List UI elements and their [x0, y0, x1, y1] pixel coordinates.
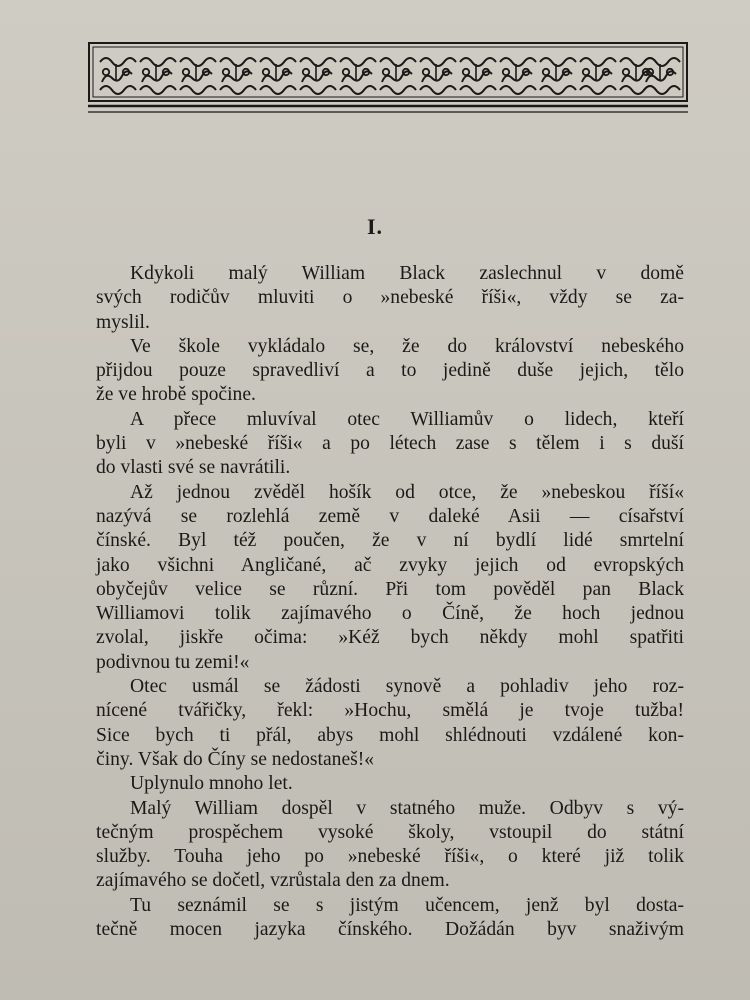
- text-line: činy. Však do Číny se nedostaneš!«: [96, 748, 375, 770]
- text-line: služby. Touha jeho po »nebeské říši«, o které již tolik: [96, 846, 684, 868]
- text-line: A přece mluvíval otec Williamův o lidech, kteří: [130, 408, 684, 430]
- body-text: [96, 262, 684, 942]
- text-line: Williamovi tolik zajímavého o Číně, že hoch jednou: [96, 603, 684, 625]
- text-line: tečně mocen jazyka čínského. Dožádán byv snaživým: [96, 919, 684, 941]
- text-line: tečným prospěchem vysoké školy, vstoupil do státní: [96, 821, 684, 843]
- text-line: Kdykoli malý William Black zaslechnul v domě: [130, 263, 684, 284]
- text-line: Malý William dospěl v statného muže. Odbyv s vý-: [130, 797, 684, 819]
- text-line: Až jednou zvěděl hošík od otce, že »nebeskou říší«: [130, 481, 684, 503]
- text-line: jako všichni Angličané, ač zvyky jejich od evropských: [96, 554, 684, 576]
- text-line: obyčejův velice se různí. Při tom pověděl pan Black: [96, 578, 684, 600]
- text-line: myslil.: [96, 311, 150, 333]
- text-line: Otec usmál se žádosti synově a pohladiv jeho roz-: [130, 676, 684, 698]
- text-line: nazývá se rozlehlá země v daleké Asii — císařství: [96, 505, 684, 527]
- text-line: do vlasti své se navrátili.: [96, 457, 291, 479]
- text-line: nícené tvářičky, řekl: »Hochu, smělá je tvoje tužba!: [96, 700, 684, 722]
- text-line: byli v »nebeské říši« a po létech zase s tělem i s duší: [96, 433, 684, 455]
- text-line: Ve škole vykládalo se, že do království nebeského: [130, 335, 684, 357]
- text-line: podivnou tu zemi!«: [96, 651, 250, 673]
- text-line: Uplynulo mnoho let.: [130, 773, 293, 795]
- chapter-heading: I.: [366, 214, 384, 239]
- text-line: Sice bych ti přál, abys mohl shlédnouti vzdálené kon-: [96, 724, 684, 746]
- text-line: zajímavého se dočetl, vzrůstala den za dnem.: [96, 870, 450, 892]
- text-line: svých rodičův mluviti o »nebeské říši«, vždy se za-: [96, 287, 684, 309]
- text-line: přijdou pouze spravedliví a to jedině duše jejich, tělo: [96, 360, 684, 382]
- text-line: že ve hrobě spočine.: [96, 384, 256, 406]
- text-line: čínské. Byl též poučen, že v ní bydlí lidé smrtelní: [96, 530, 684, 552]
- text-line: Tu seznámil se s jistým učencem, jenž byl dosta-: [130, 894, 684, 916]
- text-line: zvolal, jiskře očima: »Kéž bych někdy mohl spatřiti: [96, 627, 684, 649]
- decorative-border-ornament: [88, 42, 688, 116]
